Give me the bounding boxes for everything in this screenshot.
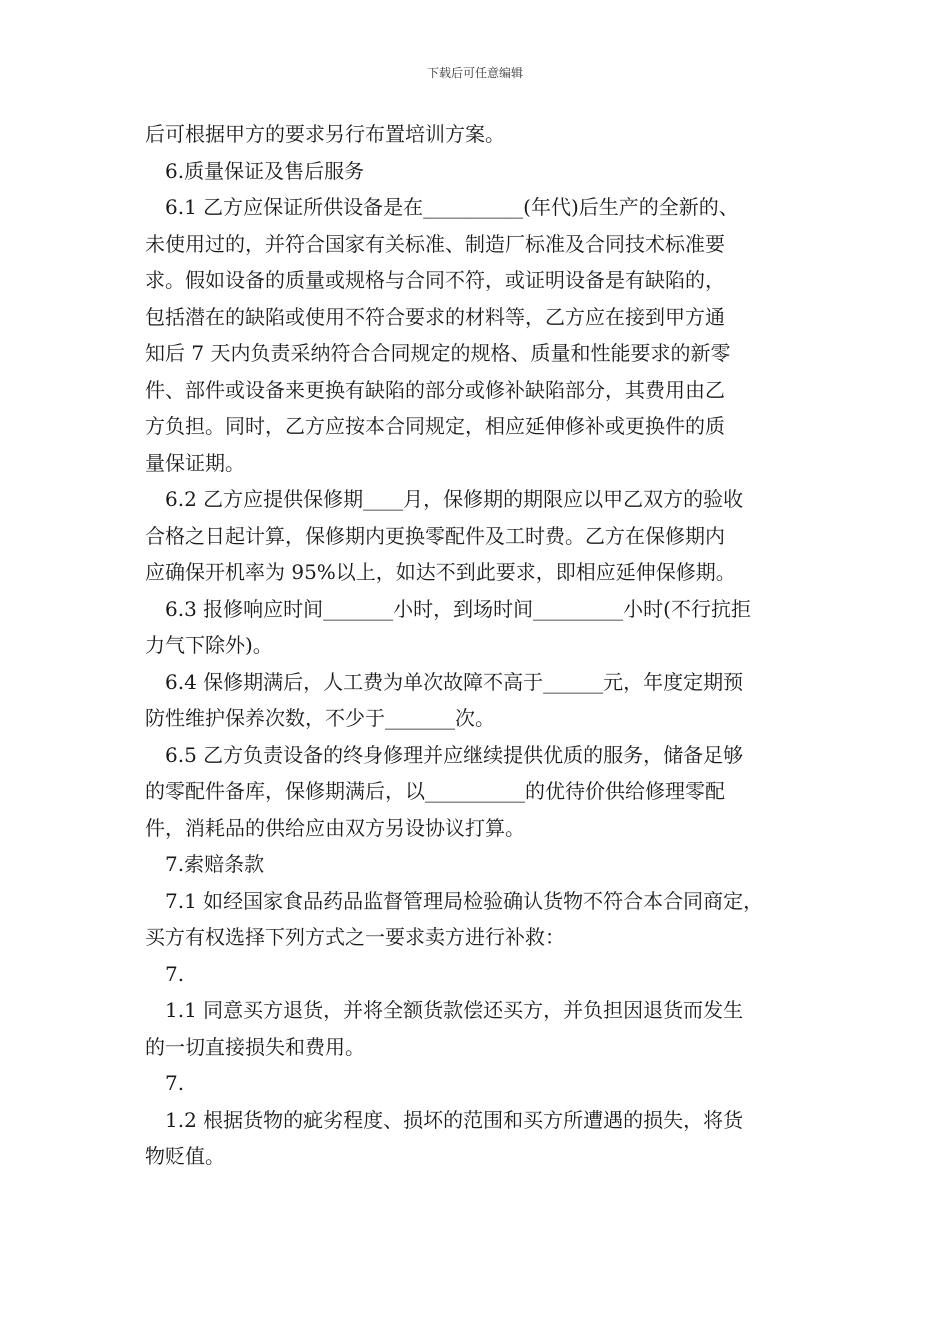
text-line: 的一切直接损失和费用。 (145, 1034, 365, 1059)
text-line: 物贬值。 (145, 1144, 225, 1168)
text-line: 件，消耗品的供给应由双方另设协议打算。 (145, 815, 525, 840)
text-line: 7.索赔条款 (165, 852, 265, 876)
text-line: 力气下除外)。 (145, 633, 273, 657)
text-line: 方负担。同时，乙方应按本合同规定，相应延伸修补或更换件的质 (145, 414, 725, 438)
text-line: 求。假如设备的质量或规格与合同不符，或证明设备是有缺陷的， (145, 268, 725, 292)
text-line: 应确保开机率为 95%以上，如达不到此要求，即相应延伸保修期。 (145, 560, 736, 584)
text-line: 6.2 乙方应提供保修期____月，保修期的期限应以甲乙双方的验收 (165, 487, 744, 511)
text-line: 件、部件或设备来更换有缺陷的部分或修补缺陷部分，其费用由乙 (145, 377, 725, 402)
text-line: 6.5 乙方负责设备的终身修理并应继续提供优质的服务，储备足够 (165, 742, 744, 767)
text-line: 6.质量保证及售后服务 (165, 158, 365, 183)
text-line: 量保证期。 (145, 450, 245, 475)
page-header: 下载后可任意编辑 (426, 66, 523, 80)
text-line: 1.1 同意买方退货，并将全额货款偿还买方，并负担因退货而发生 (165, 998, 744, 1022)
text-line: 知后 7 天内负责采纳符合合同规定的规格、质量和性能要求的新零 (145, 341, 731, 365)
text-line: 买方有权选择下列方式之一要求卖方进行补救： (145, 925, 565, 949)
text-line: 7. (165, 1071, 185, 1095)
text-line: 合格之日起计算，保修期内更换零配件及工时费。乙方在保修期内 (145, 523, 725, 548)
text-line: 包括潜在的缺陷或使用不符合要求的材料等，乙方应在接到甲方通 (145, 304, 725, 329)
document-body (145, 116, 825, 1175)
text-line: 后可根据甲方的要求另行布置培训方案。 (145, 122, 505, 146)
text-line: 防性维护保养次数，不少于_______次。 (145, 706, 495, 730)
text-line: 未使用过的，并符合国家有关标准、制造厂标准及合同技术标准要 (145, 231, 725, 256)
text-line: 6.4 保修期满后，人工费为单次故障不高于______元，年度定期预 (165, 669, 744, 694)
text-line: 6.3 报修响应时间_______小时，到场时间_________小时(不行抗拒 (165, 596, 751, 621)
text-line: 6.1 乙方应保证所供设备是在__________(年代)后生产的全新的、 (165, 195, 739, 219)
text-line: 的零配件备库，保修期满后，以__________的优待价供给修理零配 (145, 779, 725, 803)
text-line: 7. (165, 961, 185, 986)
text-line: 1.2 根据货物的疵劣程度、损坏的范围和买方所遭遇的损失，将货 (165, 1107, 744, 1132)
text-line: 7.1 如经国家食品药品监督管理局检验确认货物不符合本合同商定， (165, 888, 764, 913)
